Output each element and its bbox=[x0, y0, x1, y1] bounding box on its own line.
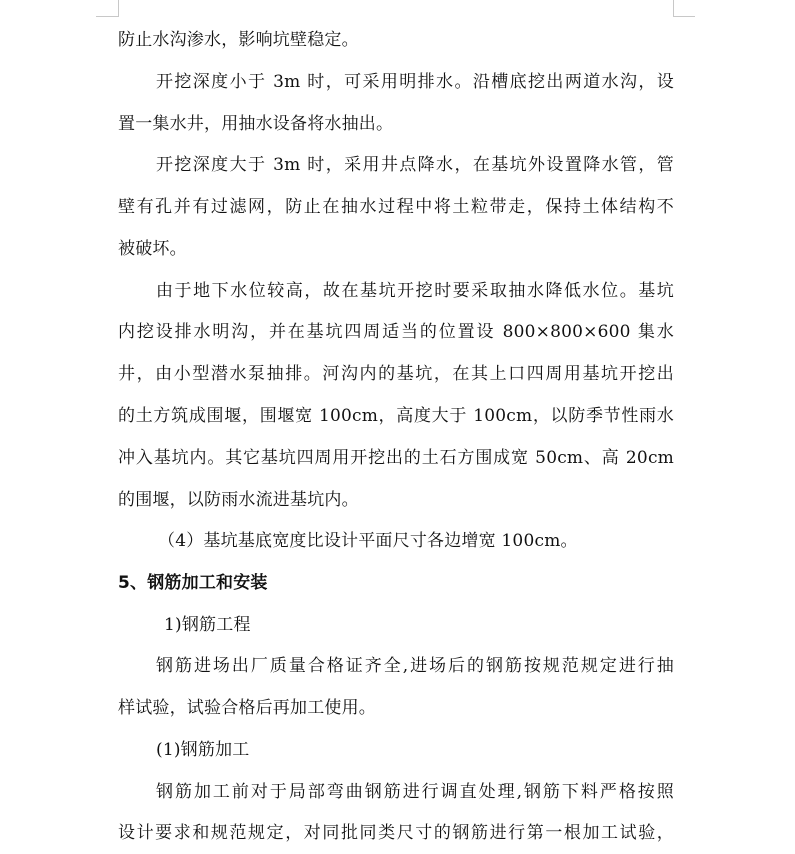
paragraph-line: 由于地下水位较高，故在基坑开挖时要采取抽水降低水位。基坑 bbox=[156, 281, 674, 301]
section-heading: 5、钢筋加工和安装 bbox=[118, 573, 268, 593]
paragraph-line: 钢筋进场出厂质量合格证齐全,进场后的钢筋按规范规定进行抽 bbox=[156, 656, 674, 676]
paragraph-line: 防止水沟渗水，影响坑壁稳定。 bbox=[118, 30, 359, 50]
paragraph-line: 开挖深度大于 3m 时，采用井点降水，在基坑外设置降水管，管 bbox=[156, 155, 674, 175]
paragraph-line: 的土方筑成围堰，围堰宽 100cm，高度大于 100cm，以防季节性雨水 bbox=[118, 406, 674, 426]
crop-mark-top-right-horizontal bbox=[673, 16, 695, 17]
paragraph-line: 内挖设排水明沟，并在基坑四周适当的位置设 800×800×600 集水 bbox=[118, 322, 674, 342]
paragraph-line: 井，由小型潜水泵抽排。河沟内的基坑，在其上口四周用基坑开挖出 bbox=[118, 364, 674, 384]
crop-mark-top-left-horizontal bbox=[96, 16, 118, 17]
subsection-heading: (1)钢筋加工 bbox=[156, 740, 250, 760]
subsection-heading: 1)钢筋工程 bbox=[164, 615, 251, 635]
paragraph-line: 置一集水井，用抽水设备将水抽出。 bbox=[118, 114, 394, 134]
paragraph-line: 被破坏。 bbox=[118, 239, 187, 259]
paragraph-line: 的围堰，以防雨水流进基坑内。 bbox=[118, 490, 359, 510]
paragraph-line: 壁有孔并有过滤网，防止在抽水过程中将土粒带走，保持土体结构不 bbox=[118, 197, 674, 217]
crop-mark-top-right-vertical bbox=[673, 0, 674, 17]
paragraph-line: 冲入基坑内。其它基坑四周用开挖出的土石方围成宽 50cm、高 20cm bbox=[118, 448, 674, 468]
list-item: （4）基坑基底宽度比设计平面尺寸各边增宽 100cm。 bbox=[158, 531, 578, 551]
paragraph-line: 设计要求和规范规定，对同批同类尺寸的钢筋进行第一根加工试验， bbox=[118, 823, 674, 843]
paragraph-line: 样试验，试验合格后再加工使用。 bbox=[118, 698, 376, 718]
crop-mark-top-left-vertical bbox=[118, 0, 119, 17]
paragraph-line: 开挖深度小于 3m 时，可采用明排水。沿槽底挖出两道水沟，设 bbox=[156, 72, 674, 92]
paragraph-line: 钢筋加工前对于局部弯曲钢筋进行调直处理,钢筋下料严格按照 bbox=[156, 782, 674, 802]
